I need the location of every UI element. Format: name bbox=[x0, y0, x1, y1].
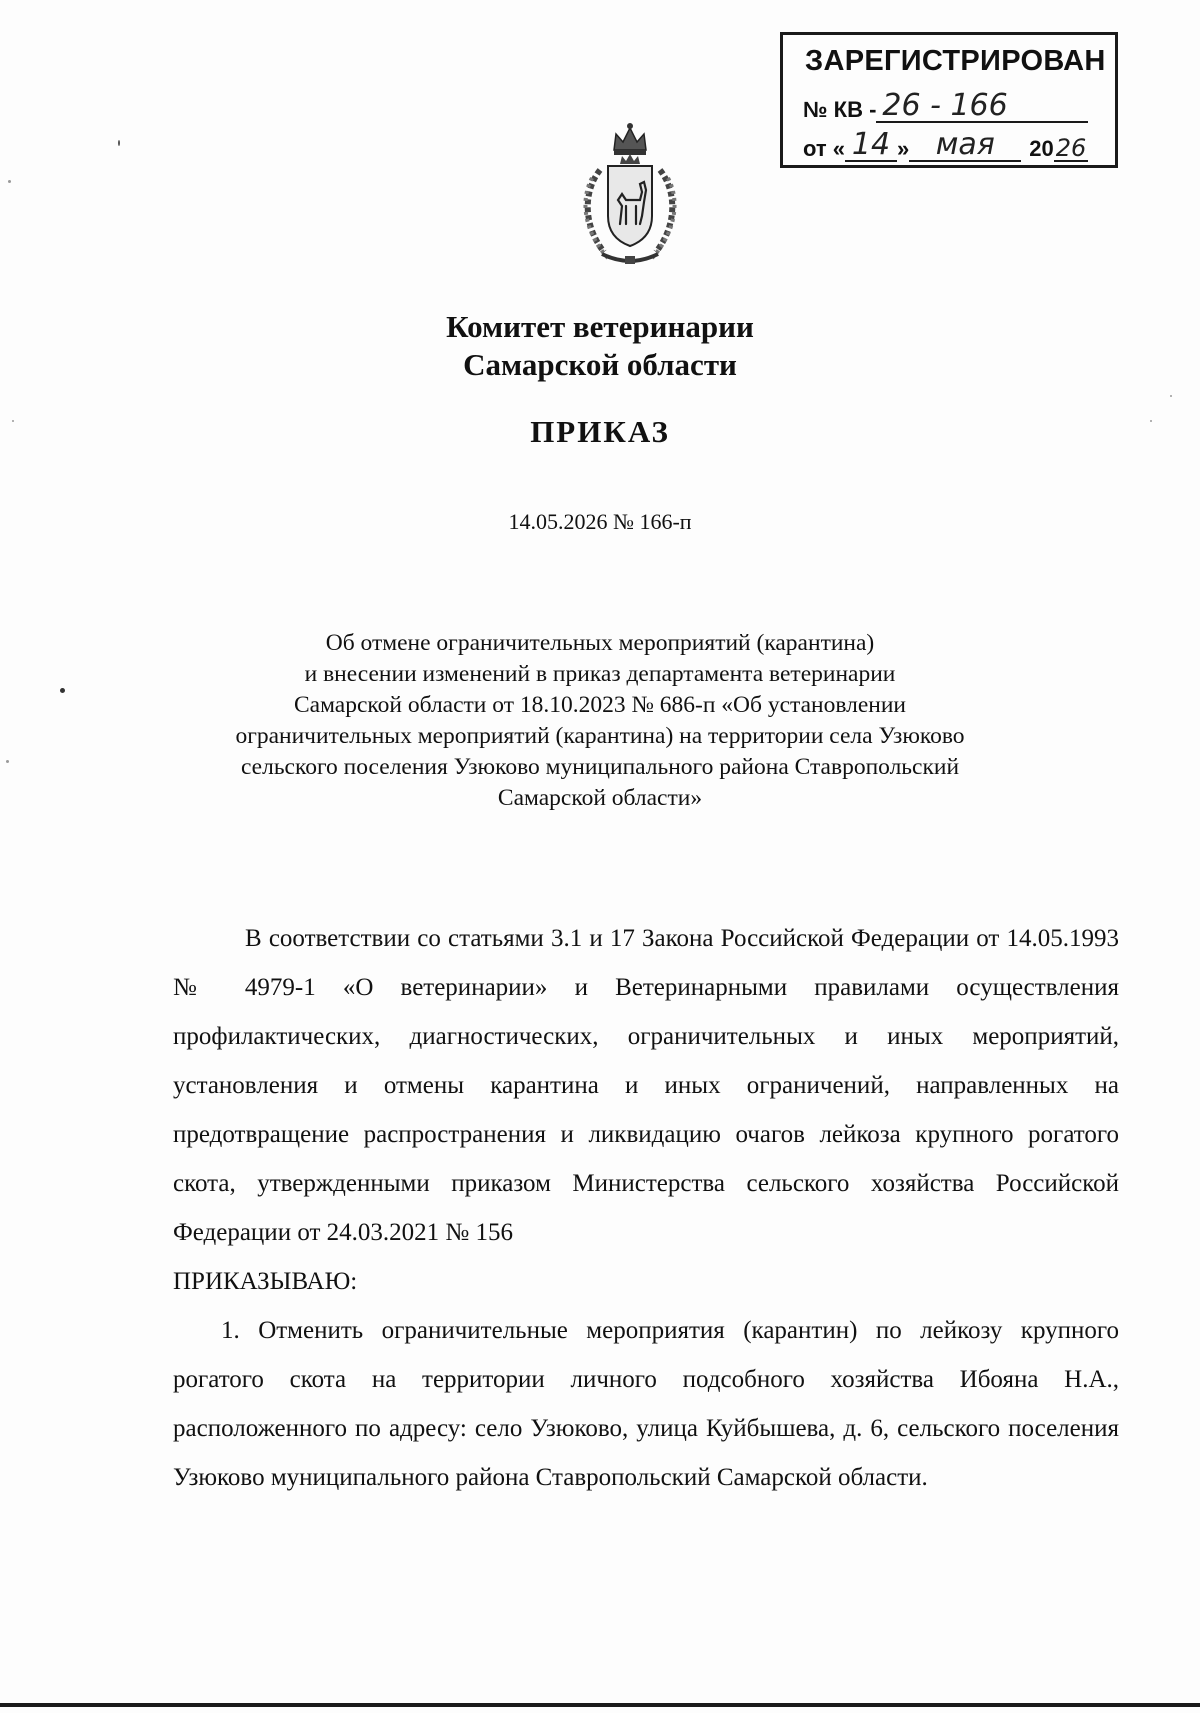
scan-speck bbox=[118, 140, 120, 146]
scan-speck bbox=[1170, 395, 1172, 397]
stamp-kv-prefix: № КВ - bbox=[803, 97, 877, 122]
subject-line: Самарской области» bbox=[497, 785, 703, 811]
page-bottom-edge bbox=[0, 1703, 1200, 1707]
subject-line: ограничительных мероприятий (карантина) на территории села Узюково bbox=[235, 723, 965, 749]
scan-speck bbox=[8, 180, 11, 183]
document-number: 14.05.2026 № 166-п bbox=[508, 509, 692, 534]
item-1-text: 1. Отменить ограничительные мероприятия (карантин) по лейкозу крупного рогатого скота на территории личного подсобного хозяйства Ибояна Н.А., расположенного по адресу: село Узюково, улица Куйбышева, д. 6, сельского поселения Узюково муниципального района Ставропольский Самарской области. bbox=[173, 1317, 1119, 1491]
stamp-year-suffix: 26 bbox=[1055, 134, 1087, 162]
body-paragraph-item-1 bbox=[173, 1306, 1119, 1502]
stamp-year-prefix: 20 bbox=[1029, 136, 1054, 161]
body-paragraph-preamble bbox=[173, 914, 1119, 1306]
samara-coat-of-arms-icon bbox=[570, 120, 690, 272]
order-word: ПРИКАЗЫВАЮ: bbox=[173, 1268, 358, 1295]
subject-line: и внесении изменений в приказ департамента ветеринарии bbox=[304, 661, 896, 687]
registration-stamp bbox=[780, 32, 1118, 168]
stamp-date-row bbox=[803, 127, 1088, 162]
organization-line: Самарской области bbox=[463, 347, 737, 382]
organization-line: Комитет ветеринарии bbox=[446, 309, 754, 344]
stamp-date-mid: » bbox=[897, 136, 910, 161]
stamp-kv-number: 26 - 166 bbox=[876, 91, 1088, 123]
document-subject bbox=[0, 628, 1200, 814]
subject-line: Самарской области от 18.10.2023 № 686-п «Об установлении bbox=[293, 692, 907, 718]
stamp-day: 14 bbox=[845, 130, 897, 162]
stamp-month: мая bbox=[909, 130, 1021, 162]
preamble-text: В соответствии со статьями 3.1 и 17 Закона Российской Федерации от 14.05.1993 № 4979-1 «О ветеринарии» и Ветеринарными правилами осуществления профилактических, диагностических, ограничительных и иных мероприятий, установления и отмены карантина и иных ограничений, направленных на предотвращение распространения и ликвидацию очагов лейкоза крупного рогатого скота, утвержденными приказом Министерства сельского хозяйства Российской Федерации от 24.03.2021 № 156 bbox=[173, 925, 1119, 1246]
subject-line: сельского поселения Узюково муниципального района Ставропольский bbox=[240, 754, 960, 780]
document-type: ПРИКАЗ bbox=[530, 414, 670, 449]
stamp-title: ЗАРЕГИСТРИРОВАН bbox=[805, 45, 1106, 77]
subject-line: Об отмене ограничительных мероприятий (карантина) bbox=[325, 630, 875, 656]
stamp-kv-row bbox=[803, 88, 1088, 123]
stamp-date-prefix: от « bbox=[803, 136, 846, 161]
organization-name bbox=[0, 308, 1200, 384]
